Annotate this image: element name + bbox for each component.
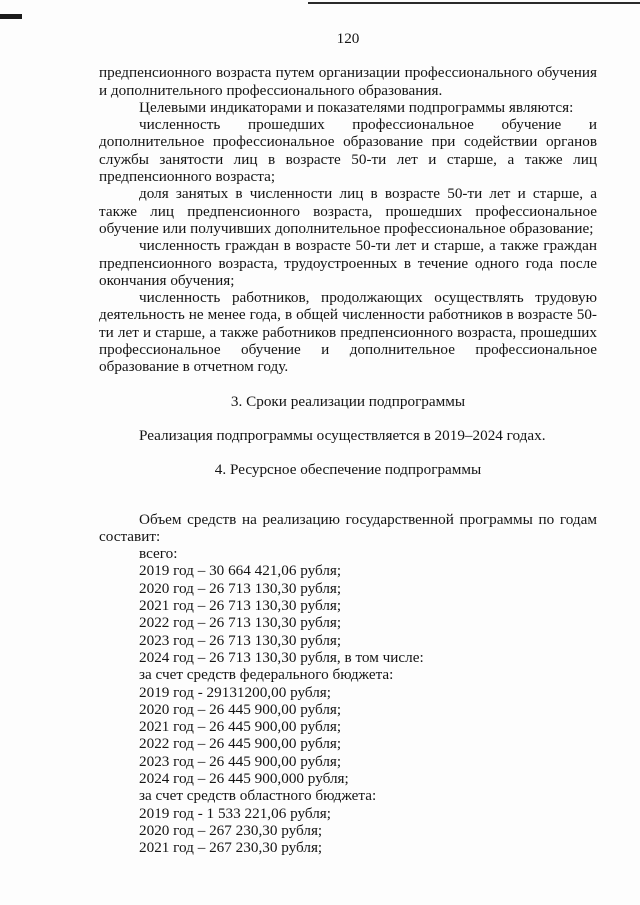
section-4-intro: Объем средств на реализацию государственной программы по годам составит: [99, 510, 597, 545]
funding-line: 2021 год – 267 230,30 рубля; [139, 839, 323, 857]
funding-line: 2019 год - 1 533 221,06 рубля; [139, 804, 332, 822]
funding-line: 2022 год – 26 445 900,00 рубля; [139, 735, 342, 753]
funding-line: 2019 год - 29131200,00 рубля; [139, 683, 332, 701]
page-number: 120 [336, 30, 360, 47]
funding-line: 2023 год – 26 713 130,30 рубля; [139, 631, 342, 649]
funding-line: за счет средств федерального бюджета: [139, 666, 394, 684]
document-page [99, 30, 597, 856]
funding-line: 2022 год – 26 713 130,30 рубля; [139, 614, 342, 632]
funding-line: 2021 год – 26 713 130,30 рубля; [139, 597, 342, 615]
funding-line: всего: [139, 545, 178, 563]
paragraph-indicator-2: доля занятых в численности лиц в возрасте 50-ти лет и старше, а также лиц предпенсионного возраста, прошедших профессиональное обучение или получивших дополнительное профессиональное образование; [99, 185, 597, 237]
funding-line: 2021 год – 26 445 900,00 рубля; [139, 718, 342, 736]
funding-line: 2024 год – 26 713 130,30 рубля, в том числе: [139, 648, 424, 666]
paragraph-1: предпенсионного возраста путем организации профессионального обучения и дополнительного профессионального образования. [99, 64, 597, 99]
funding-lines [99, 545, 597, 856]
funding-line: 2020 год – 26 713 130,30 рубля; [139, 579, 342, 597]
section-3-text: Реализация подпрограммы осуществляется в 2019–2024 годах. [139, 426, 546, 444]
scan-top-line [308, 2, 640, 4]
section-3-heading: 3. Сроки реализации подпрограммы [230, 392, 466, 410]
paragraph-indicator-3: численность граждан в возрасте 50-ти лет и старше, а также граждан предпенсионного возраста, трудоустроенных в течение одного года после окончания обучения; [99, 237, 597, 289]
scan-edge-mark [0, 14, 22, 19]
section-4-heading: 4. Ресурсное обеспечение подпрограммы [214, 461, 482, 479]
paragraph-indicator-1: численность прошедших профессиональное обучение и дополнительное профессиональное образование при содействии органов службы занятости лиц в возрасте 50-ти лет и старше, а также лиц предпенсионного возраста; [99, 116, 597, 186]
funding-line: 2023 год – 26 445 900,00 рубля; [139, 752, 342, 770]
funding-line: 2020 год – 26 445 900,00 рубля; [139, 700, 342, 718]
funding-line: 2024 год – 26 445 900,000 рубля; [139, 769, 349, 787]
paragraph-indicators-intro: Целевыми индикаторами и показателями подпрограммы являются: [139, 98, 574, 116]
funding-line: за счет средств областного бюджета: [139, 787, 377, 805]
funding-line: 2020 год – 267 230,30 рубля; [139, 821, 323, 839]
paragraph-indicator-4: численность работников, продолжающих осуществлять трудовую деятельность не менее года, в общей численности работников в возрасте 50-ти лет и старше, а также работников предпенсионного возраста, прошедших профессиональное обучение и дополнительное профессиональное образование в отчетном году. [99, 289, 597, 376]
funding-line: 2019 год – 30 664 421,06 рубля; [139, 562, 342, 580]
